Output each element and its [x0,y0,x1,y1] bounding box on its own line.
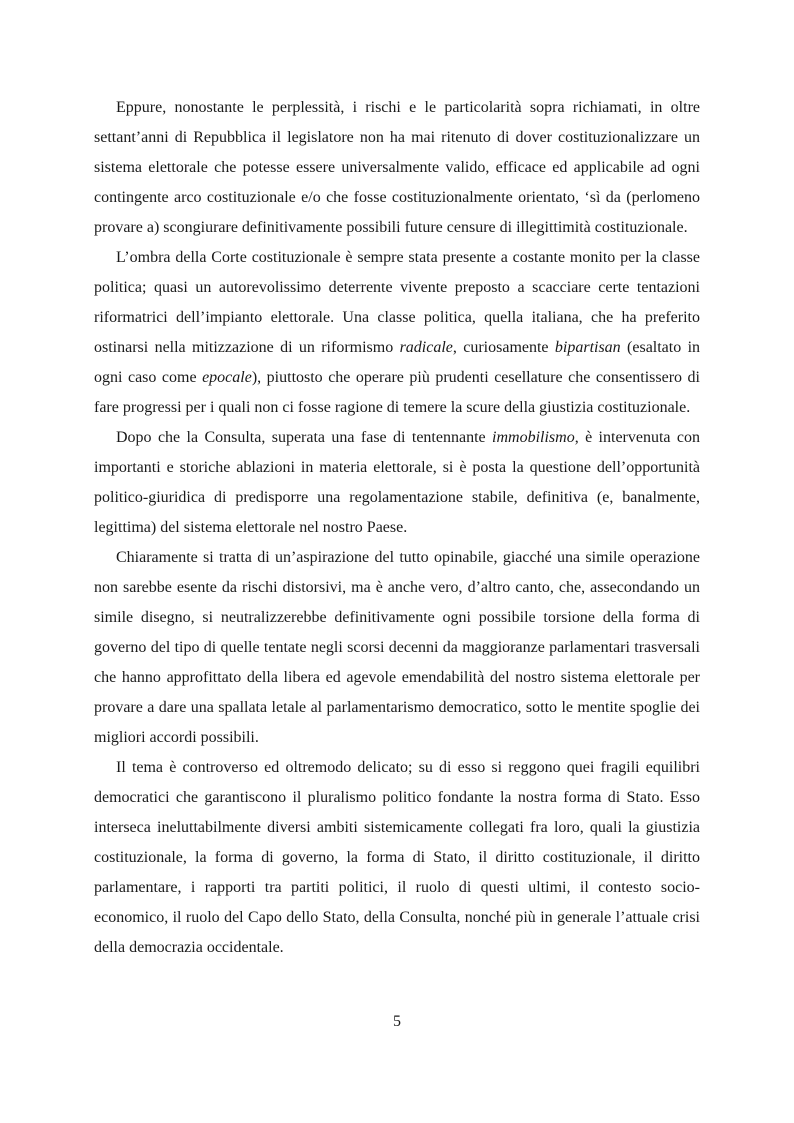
text-run: Eppure, nonostante le perplessità, i rischi e le particolarità sopra richiamati, in oltre settant’anni di Repubblica il legislatore non ha mai ritenuto di dover costituzionalizzare un sistema elettorale che potesse essere universalmente valido, efficace ed applicabile ad ogni contingente arco costituzionale e/o che fosse costituzionalmente orientato, ‘sì da (perlomeno provare a) scongiurare definitivamente possibili future censure di illegittimità costituzionale. [94,99,700,236]
paragraph [94,543,700,753]
text-run: L’ombra della Corte costituzionale è sempre stata presente a costante monito per la classe politica; quasi un autorevolissimo deterrente vivente preposto a scacciare certe tentazioni riformatrici dell’impianto elettorale. Una classe politica, quella italiana, che ha preferito ostinarsi nella mitizzazione di un riformismo [94,249,700,356]
text-run: , curiosamente [452,339,555,356]
text-run: Il tema è controverso ed oltremodo delicato; su di esso si reggono quei fragili equilibri democratici che garantiscono il pluralismo politico fondante la nostra forma di Stato. Esso interseca ineluttabilmente diversi ambiti sistemicamente collegati fra loro, quali la giustizia costituzionale, la forma di governo, la forma di Stato, il diritto costituzionale, il diritto parlamentare, i rapporti tra partiti politici, il ruolo di questi ultimi, il contesto socio-economico, il ruolo del Capo dello Stato, della Consulta, nonché più in generale l’attuale crisi della democrazia occidentale. [94,759,700,956]
paragraph [94,753,700,963]
paragraph [94,243,700,423]
paragraph [94,93,700,243]
text-run: ), piuttosto che operare più prudenti cesellature che consentissero di fare progressi per i quali non ci fosse ragione di temere la scure della giustizia costituzionale. [94,369,700,416]
body-text [94,93,700,963]
text-run: Chiaramente si tratta di un’aspirazione del tutto opinabile, giacché una simile operazione non sarebbe esente da rischi distorsivi, ma è anche vero, d’altro canto, che, assecondando un simile disegno, si neutralizzerebbe definitivamente ogni possibile torsione della forma di governo del tipo di quelle tentate negli scorsi decenni da maggioranze parlamentari trasversali che hanno approfittato della libera ed agevole emendabilità del nostro sistema elettorale per provare a dare una spallata letale al parlamentarismo democratico, sotto le mentite spoglie dei migliori accordi possibili. [94,549,700,746]
italic-text: immobilismo [492,429,575,446]
text-run: , è intervenuta con importanti e storiche ablazioni in materia elettorale, si è posta la questione dell’opportunità politico-giuridica di predisporre una regolamentazione stabile, definitiva (e, banalmente, legittima) del sistema elettorale nel nostro Paese. [94,429,701,536]
paragraph [94,423,700,543]
text-run: (esaltato in ogni caso come [94,339,701,386]
italic-text: radicale [399,339,453,356]
italic-text: bipartisan [554,339,621,356]
page-number: 5 [393,1013,401,1030]
italic-text: epocale [202,369,252,386]
text-run: Dopo che la Consulta, superata una fase di tentennante [116,429,493,446]
